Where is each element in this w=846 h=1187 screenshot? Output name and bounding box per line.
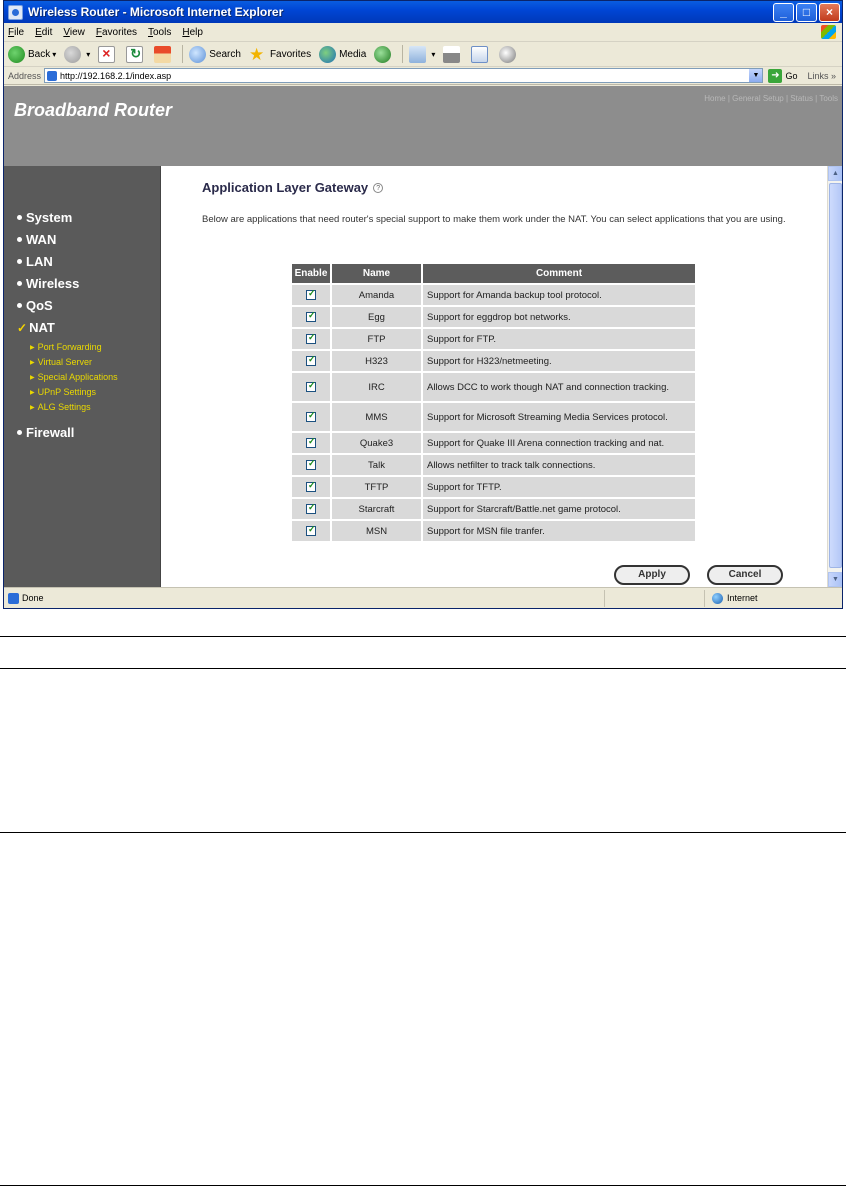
enable-cell — [292, 285, 330, 305]
status-text: Done — [22, 593, 44, 603]
sidebar-item-nat[interactable] — [17, 320, 55, 335]
enable-checkbox[interactable] — [306, 504, 316, 514]
name-cell: Starcraft — [332, 499, 421, 519]
security-zone — [712, 593, 758, 604]
table-row — [292, 433, 695, 453]
main-content — [162, 166, 827, 587]
refresh-icon — [126, 46, 143, 63]
edit-page-icon — [471, 46, 488, 63]
stop-button[interactable] — [98, 46, 118, 63]
print-button[interactable] — [443, 46, 463, 63]
menu-bar — [4, 23, 842, 42]
favorites-button[interactable] — [249, 46, 311, 63]
sidebar-subitem-upnp-settings[interactable] — [30, 387, 96, 397]
status-divider — [704, 590, 705, 607]
bullet-icon — [17, 259, 22, 264]
dropdown-arrow-icon[interactable]: ▾ — [431, 49, 436, 59]
sidebar-subitem-virtual-server[interactable] — [30, 357, 92, 367]
name-cell: Talk — [332, 455, 421, 475]
name-cell: TFTP — [332, 477, 421, 497]
mail-icon — [409, 46, 426, 63]
title-bar[interactable] — [4, 1, 842, 23]
forward-button[interactable] — [64, 46, 90, 63]
page-icon — [47, 71, 57, 81]
table-rule-line — [0, 1185, 846, 1186]
go-label: Go — [785, 70, 798, 81]
table-rule-line — [0, 832, 846, 833]
triangle-right-icon: ▶ — [30, 404, 35, 411]
sidebar-item-qos[interactable] — [17, 298, 53, 313]
status-text-area — [4, 593, 124, 604]
table-row — [292, 373, 695, 401]
page-icon — [8, 593, 19, 604]
sidebar-item-lan[interactable] — [17, 254, 53, 269]
vertical-scrollbar[interactable] — [827, 166, 842, 587]
bullet-icon — [17, 281, 22, 286]
table-row — [292, 455, 695, 475]
dropdown-arrow-icon[interactable]: ▾ — [86, 49, 91, 59]
history-button[interactable] — [374, 46, 394, 63]
search-label: Search — [209, 48, 241, 60]
menu-tools[interactable]: Tools — [148, 26, 172, 38]
history-icon — [374, 46, 391, 63]
bullet-icon — [17, 237, 22, 242]
table-row — [292, 351, 695, 371]
sidebar-item-wireless[interactable] — [17, 276, 79, 291]
menu-file[interactable]: File — [8, 26, 25, 38]
comment-cell: Support for Amanda backup tool protocol. — [423, 285, 695, 305]
sidebar-subitem-label: Virtual Server — [37, 357, 92, 367]
sidebar-item-label: Wireless — [26, 276, 80, 291]
star-icon: ★ — [248, 44, 265, 64]
banner-nav-links[interactable]: Home | General Setup | Status | Tools — [704, 94, 838, 103]
sidebar-subitem-label: UPnP Settings — [37, 387, 96, 397]
name-cell: IRC — [332, 373, 421, 401]
browser-window — [3, 0, 843, 609]
triangle-right-icon: ▶ — [30, 359, 35, 366]
media-label: Media — [339, 48, 367, 60]
enable-checkbox[interactable] — [306, 438, 316, 448]
sidebar-subitem-label: Special Applications — [37, 372, 118, 382]
enable-checkbox[interactable] — [306, 312, 316, 322]
sidebar-item-label: WAN — [26, 232, 57, 247]
enable-checkbox[interactable] — [306, 334, 316, 344]
enable-cell — [292, 307, 330, 327]
bullet-icon — [17, 215, 22, 220]
enable-checkbox[interactable] — [306, 526, 316, 536]
home-icon — [154, 46, 171, 63]
name-cell: MSN — [332, 521, 421, 541]
zone-label: Internet — [727, 593, 758, 603]
enable-checkbox[interactable] — [306, 356, 316, 366]
sidebar-subitem-port-forwarding[interactable] — [30, 342, 102, 352]
forward-arrow-icon — [64, 46, 81, 63]
toolbar-separator — [402, 45, 403, 63]
apply-button[interactable]: Apply — [614, 565, 690, 585]
enable-cell — [292, 329, 330, 349]
name-cell: Quake3 — [332, 433, 421, 453]
sidebar-subitem-special-applications[interactable] — [30, 372, 118, 382]
address-bar — [4, 67, 842, 85]
sidebar-item-label: System — [26, 210, 73, 225]
comment-cell: Support for Starcraft/Battle.net game protocol. — [423, 499, 695, 519]
maximize-button[interactable]: □ — [796, 3, 817, 22]
search-icon — [189, 46, 206, 63]
menu-help[interactable]: Help — [182, 26, 203, 38]
sidebar-item-label: QoS — [26, 298, 53, 313]
bullet-icon — [17, 303, 22, 308]
comment-cell: Support for TFTP. — [423, 477, 695, 497]
messenger-button[interactable] — [499, 46, 519, 63]
toolbar-separator — [182, 45, 183, 63]
back-label: Back — [28, 48, 51, 60]
name-cell: Egg — [332, 307, 421, 327]
table-row — [292, 307, 695, 327]
sidebar-item-label: NAT — [29, 320, 55, 335]
sidebar-subitem-label: Port Forwarding — [37, 342, 102, 352]
sidebar-item-label: LAN — [26, 254, 53, 269]
internet-globe-icon — [712, 593, 723, 604]
name-cell: H323 — [332, 351, 421, 371]
comment-cell: Support for MSN file tranfer. — [423, 521, 695, 541]
table-row — [292, 285, 695, 305]
table-row — [292, 403, 695, 431]
go-arrow-icon: ➜ — [768, 69, 782, 83]
favorites-label: Favorites — [269, 48, 312, 60]
page-title-text: Application Layer Gateway — [202, 180, 369, 195]
comment-cell: Allows netfilter to track talk connections. — [423, 455, 695, 475]
enable-cell — [292, 351, 330, 371]
enable-checkbox[interactable] — [306, 460, 316, 470]
sidebar-item-wan[interactable] — [17, 232, 56, 247]
comment-cell: Support for Microsoft Streaming Media Services protocol. — [423, 403, 695, 431]
sidebar-item-label: Firewall — [26, 425, 75, 440]
windows-logo-icon — [821, 25, 836, 39]
ie-page-icon — [8, 5, 23, 20]
table-header-row — [292, 264, 695, 283]
table-row — [292, 477, 695, 497]
media-button[interactable] — [319, 46, 366, 63]
alg-table — [290, 262, 697, 543]
enable-cell — [292, 521, 330, 541]
enable-checkbox[interactable] — [306, 290, 316, 300]
links-button[interactable] — [807, 71, 836, 81]
refresh-button[interactable] — [126, 46, 146, 63]
enable-cell — [292, 403, 330, 431]
page-viewport — [4, 86, 842, 587]
sidebar — [4, 166, 161, 587]
home-button[interactable] — [154, 46, 174, 63]
column-header-name: Name — [332, 264, 421, 283]
address-label: Address — [8, 70, 42, 81]
enable-checkbox[interactable] — [306, 382, 316, 392]
table-rule-line — [0, 636, 846, 637]
bullet-icon — [17, 430, 22, 435]
menu-edit[interactable]: Edit — [35, 26, 53, 38]
triangle-right-icon: ▶ — [30, 344, 35, 351]
brand-logo: Broadband Router — [14, 100, 173, 120]
enable-cell — [292, 499, 330, 519]
chevron-down-icon[interactable]: ▼ — [749, 69, 762, 82]
messenger-icon — [499, 46, 516, 63]
stop-icon — [98, 46, 115, 63]
comment-cell: Support for FTP. — [423, 329, 695, 349]
dropdown-arrow-icon[interactable]: ▾ — [52, 49, 57, 59]
address-input[interactable] — [44, 68, 763, 83]
sidebar-item-system[interactable] — [17, 210, 72, 225]
minimize-button[interactable]: _ — [773, 3, 794, 22]
enable-cell — [292, 433, 330, 453]
router-banner — [4, 86, 842, 166]
scroll-thumb[interactable] — [829, 183, 842, 568]
table-row — [292, 329, 695, 349]
enable-checkbox[interactable] — [306, 412, 316, 422]
links-label: Links — [807, 70, 829, 81]
status-divider — [604, 590, 605, 607]
mail-button[interactable] — [409, 46, 435, 63]
cancel-button[interactable]: Cancel — [707, 565, 783, 585]
enable-checkbox[interactable] — [306, 482, 316, 492]
triangle-right-icon: ▶ — [30, 389, 35, 396]
sidebar-item-firewall[interactable] — [17, 425, 74, 440]
name-cell: MMS — [332, 403, 421, 431]
menu-favorites[interactable]: Favorites — [95, 26, 137, 38]
enable-cell — [292, 477, 330, 497]
enable-cell — [292, 455, 330, 475]
comment-cell: Support for H323/netmeeting. — [423, 351, 695, 371]
scroll-down-icon[interactable]: ▼ — [828, 572, 842, 587]
sidebar-subitem-alg-settings[interactable] — [30, 402, 91, 412]
status-bar — [4, 587, 842, 608]
printer-icon — [443, 46, 460, 63]
table-row — [292, 499, 695, 519]
help-icon[interactable]: ? — [373, 183, 383, 193]
close-button[interactable]: × — [819, 3, 840, 22]
toolbar — [4, 42, 842, 67]
back-arrow-icon — [8, 46, 25, 63]
address-url[interactable]: http://192.168.2.1/index.asp — [60, 70, 172, 81]
column-header-comment: Comment — [423, 264, 695, 283]
table-rule-line — [0, 668, 846, 669]
go-button[interactable] — [768, 69, 797, 83]
search-button[interactable] — [189, 46, 241, 63]
comment-cell: Support for eggdrop bot networks. — [423, 307, 695, 327]
scroll-up-icon[interactable]: ▲ — [828, 166, 842, 181]
sidebar-subitem-label: ALG Settings — [37, 402, 91, 412]
name-cell: Amanda — [332, 285, 421, 305]
page-description: Below are applications that need router's special support to make them work under the NAT. You can select applications that you are using. — [202, 214, 786, 225]
comment-cell: Support for Quake III Arena connection tracking and nat. — [423, 433, 695, 453]
window-title: Wireless Router - Microsoft Internet Explorer — [28, 5, 284, 19]
menu-view[interactable]: View — [63, 26, 85, 38]
column-header-enable: Enable — [292, 264, 330, 283]
triangle-right-icon: ▶ — [30, 374, 35, 381]
media-icon — [319, 46, 336, 63]
edit-button[interactable] — [471, 46, 491, 63]
back-button[interactable] — [8, 46, 56, 63]
checkmark-icon: ✓ — [17, 320, 28, 335]
name-cell: FTP — [332, 329, 421, 349]
table-row — [292, 521, 695, 541]
links-chevron-icon: » — [830, 70, 836, 81]
page-title — [202, 180, 383, 195]
comment-cell: Allows DCC to work though NAT and connection tracking. — [423, 373, 695, 401]
enable-cell — [292, 373, 330, 401]
